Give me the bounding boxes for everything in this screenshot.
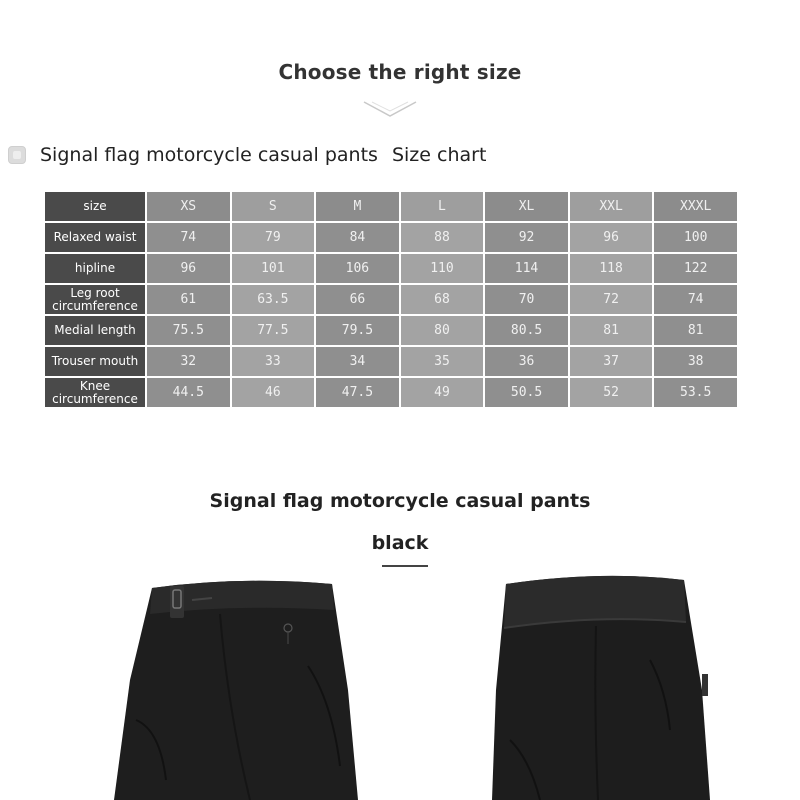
table-cell: 38 xyxy=(653,346,738,377)
table-cell: 92 xyxy=(484,222,569,253)
table-cell: 63.5 xyxy=(231,284,316,315)
size-column-label: size xyxy=(44,191,146,222)
table-row xyxy=(44,222,738,253)
table-cell: 47.5 xyxy=(315,377,400,408)
table-cell: 68 xyxy=(400,284,485,315)
table-cell: 79.5 xyxy=(315,315,400,346)
row-label: Leg root circumference xyxy=(44,284,146,315)
size-m: M xyxy=(315,191,400,222)
table-cell: 74 xyxy=(146,222,231,253)
table-cell: 80.5 xyxy=(484,315,569,346)
table-cell: 81 xyxy=(569,315,654,346)
table-cell: 114 xyxy=(484,253,569,284)
table-cell: 35 xyxy=(400,346,485,377)
row-label: Medial length xyxy=(44,315,146,346)
product-title: Signal flag motorcycle casual pants xyxy=(209,490,591,512)
table-row xyxy=(44,377,738,408)
table-cell: 96 xyxy=(146,253,231,284)
table-cell: 80 xyxy=(400,315,485,346)
table-cell: 74 xyxy=(653,284,738,315)
color-label: black xyxy=(371,532,429,554)
table-cell: 70 xyxy=(484,284,569,315)
table-cell: 118 xyxy=(569,253,654,284)
table-cell: 61 xyxy=(146,284,231,315)
table-cell: 96 xyxy=(569,222,654,253)
table-cell: 52 xyxy=(569,377,654,408)
table-row xyxy=(44,284,738,315)
table-cell: 75.5 xyxy=(146,315,231,346)
size-xxl: XXL xyxy=(569,191,654,222)
row-label: Knee circumference xyxy=(44,377,146,408)
table-cell: 32 xyxy=(146,346,231,377)
table-cell: 34 xyxy=(315,346,400,377)
square-bullet-icon xyxy=(8,146,26,164)
size-s: S xyxy=(231,191,316,222)
table-cell: 79 xyxy=(231,222,316,253)
table-row xyxy=(44,315,738,346)
table-cell: 106 xyxy=(315,253,400,284)
table-row xyxy=(44,253,738,284)
table-cell: 100 xyxy=(653,222,738,253)
table-cell: 44.5 xyxy=(146,377,231,408)
size-header-row xyxy=(44,191,738,222)
table-cell: 33 xyxy=(231,346,316,377)
size-chart-heading xyxy=(8,141,486,169)
size-chart-table xyxy=(43,190,739,409)
size-chart-product-name: Signal flag motorcycle casual pants xyxy=(40,144,378,166)
row-label: Trouser mouth xyxy=(44,346,146,377)
table-row xyxy=(44,346,738,377)
size-xs: XS xyxy=(146,191,231,222)
row-label: hipline xyxy=(44,253,146,284)
chevron-down-icon xyxy=(362,98,418,122)
table-cell: 84 xyxy=(315,222,400,253)
pants-front-photo xyxy=(100,570,380,800)
table-cell: 66 xyxy=(315,284,400,315)
table-cell: 81 xyxy=(653,315,738,346)
size-xl: XL xyxy=(484,191,569,222)
section-title: Choose the right size xyxy=(278,60,522,84)
table-cell: 110 xyxy=(400,253,485,284)
table-cell: 46 xyxy=(231,377,316,408)
size-xxxl: XXXL xyxy=(653,191,738,222)
table-cell: 37 xyxy=(569,346,654,377)
table-cell: 72 xyxy=(569,284,654,315)
table-cell: 53.5 xyxy=(653,377,738,408)
size-chart-label: Size chart xyxy=(391,144,487,166)
size-l: L xyxy=(400,191,485,222)
table-cell: 36 xyxy=(484,346,569,377)
table-cell: 50.5 xyxy=(484,377,569,408)
table-cell: 49 xyxy=(400,377,485,408)
pants-back-photo xyxy=(470,570,720,800)
row-label: Relaxed waist xyxy=(44,222,146,253)
table-cell: 88 xyxy=(400,222,485,253)
color-underline xyxy=(382,565,428,567)
table-cell: 122 xyxy=(653,253,738,284)
table-cell: 77.5 xyxy=(231,315,316,346)
table-cell: 101 xyxy=(231,253,316,284)
